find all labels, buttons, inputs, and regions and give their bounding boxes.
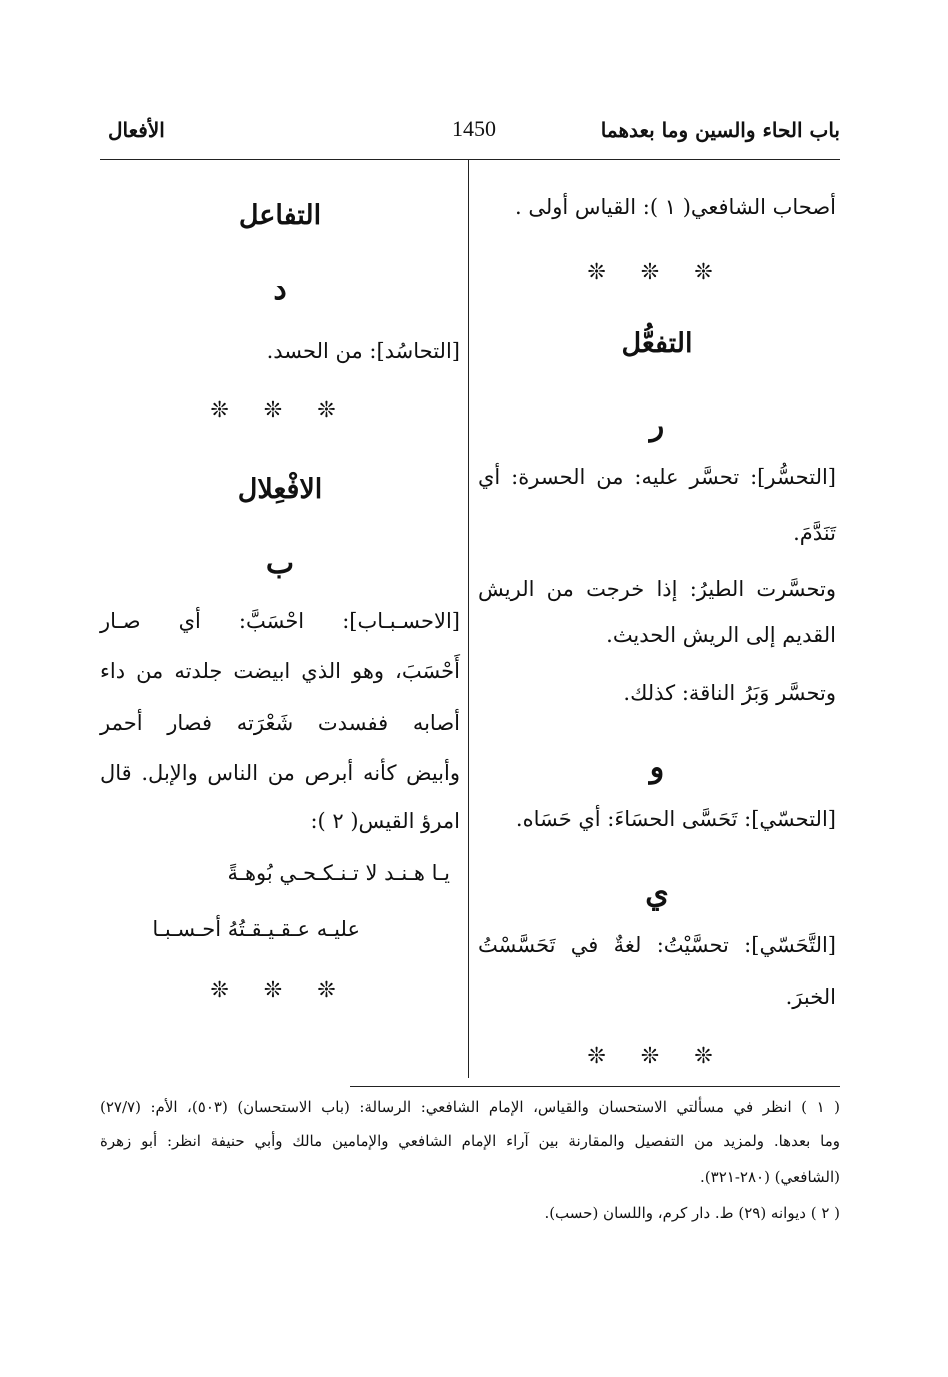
entry-line: وأبيض كأنه أبرص من الناس والإبل. قال (100, 761, 460, 785)
section-title: الأفعال (108, 118, 165, 142)
entry-line: تَنَدَّمَ. (793, 521, 836, 545)
letter-heading: ر (649, 408, 665, 443)
footnote-line: وما بعدها. ولمزيد من التفصيل والمقارنة بين آراء الإمام الشافعي والإمامين مالك وأبي حنيفة انظر: أبو زهرة (100, 1132, 840, 1150)
verse-line: عليـه عـقـيـقـتُهُ أحـسـبـا (152, 917, 360, 941)
entry-line: [التحاسُد]: من الحسد. (266, 339, 460, 363)
entry-line: وتحسَّرت الطيرُ: إذا خرجت من الريش (478, 577, 836, 601)
footnote-rule (350, 1086, 840, 1087)
entry-line: الخبرَ. (785, 985, 836, 1009)
separator-stars: ❊ ❊ ❊ (587, 1044, 727, 1069)
verse-line: يـا هـنـد لا تـنـكـحـي بُوهـةً (227, 861, 450, 885)
letter-heading: د (273, 272, 287, 307)
page-number: 1450 (452, 116, 496, 141)
footnote-line: (الشافعي) (٢٨٠-٣٢١). (700, 1168, 840, 1186)
footnote-line: ( ١ ) انظر في مسألتي الاستحسان والقياس، الإمام الشافعي: الرسالة: (باب الاستحسان) (٥٠٣)، الأم: (٢٧/٧) (100, 1098, 841, 1116)
footnote-line: ( ٢ ) ديوانه (٢٩) ط. دار كرم، واللسان (حسب). (544, 1204, 840, 1222)
section-heading: التفاعل (238, 200, 322, 231)
separator-stars: ❊ ❊ ❊ (587, 260, 727, 285)
separator-stars: ❊ ❊ ❊ (210, 398, 350, 423)
entry-line: [الاحسـبـاب]: احْسَبَّ: أي صـار (100, 609, 460, 633)
section-heading: التفعُّل (621, 328, 693, 359)
text-line: أصحاب الشافعي( ١ ): القياس أولى . (514, 195, 836, 219)
column-divider (468, 160, 469, 1078)
entry-line: امرؤ القيس( ٢ ): (310, 809, 460, 833)
entry-line: [التَّحَسّي]: تحسَّيْتُ: لغةٌ في تَحَسَّسْتُ (478, 933, 836, 957)
letter-heading: ب (265, 546, 295, 581)
separator-stars: ❊ ❊ ❊ (210, 978, 350, 1003)
letter-heading: و (649, 750, 665, 785)
letter-heading: ي (645, 876, 669, 911)
entry-line: القديم إلى الريش الحديث. (606, 623, 836, 647)
page-header (100, 118, 840, 158)
chapter-title: باب الحاء والسين وما بعدهما (600, 118, 840, 142)
entry-line: وتحسَّر وَبَرُ الناقة: كذلك. (623, 681, 836, 705)
entry-line: أصابه ففسدت شَعْرَته فصار أحمر (100, 711, 460, 735)
entry-line: [التحسّي]: تَحَسَّى الحسَاءَ: أي حَسَاه. (515, 807, 836, 831)
entry-line: [التحسُّر]: تحسَّر عليه: من الحسرة: أي (478, 465, 836, 489)
header-rule (100, 159, 840, 160)
section-heading: الافْعِلال (237, 474, 323, 505)
entry-line: أَحْسَبَ، وهو الذي ابيضت جلدته من داء (100, 659, 460, 683)
